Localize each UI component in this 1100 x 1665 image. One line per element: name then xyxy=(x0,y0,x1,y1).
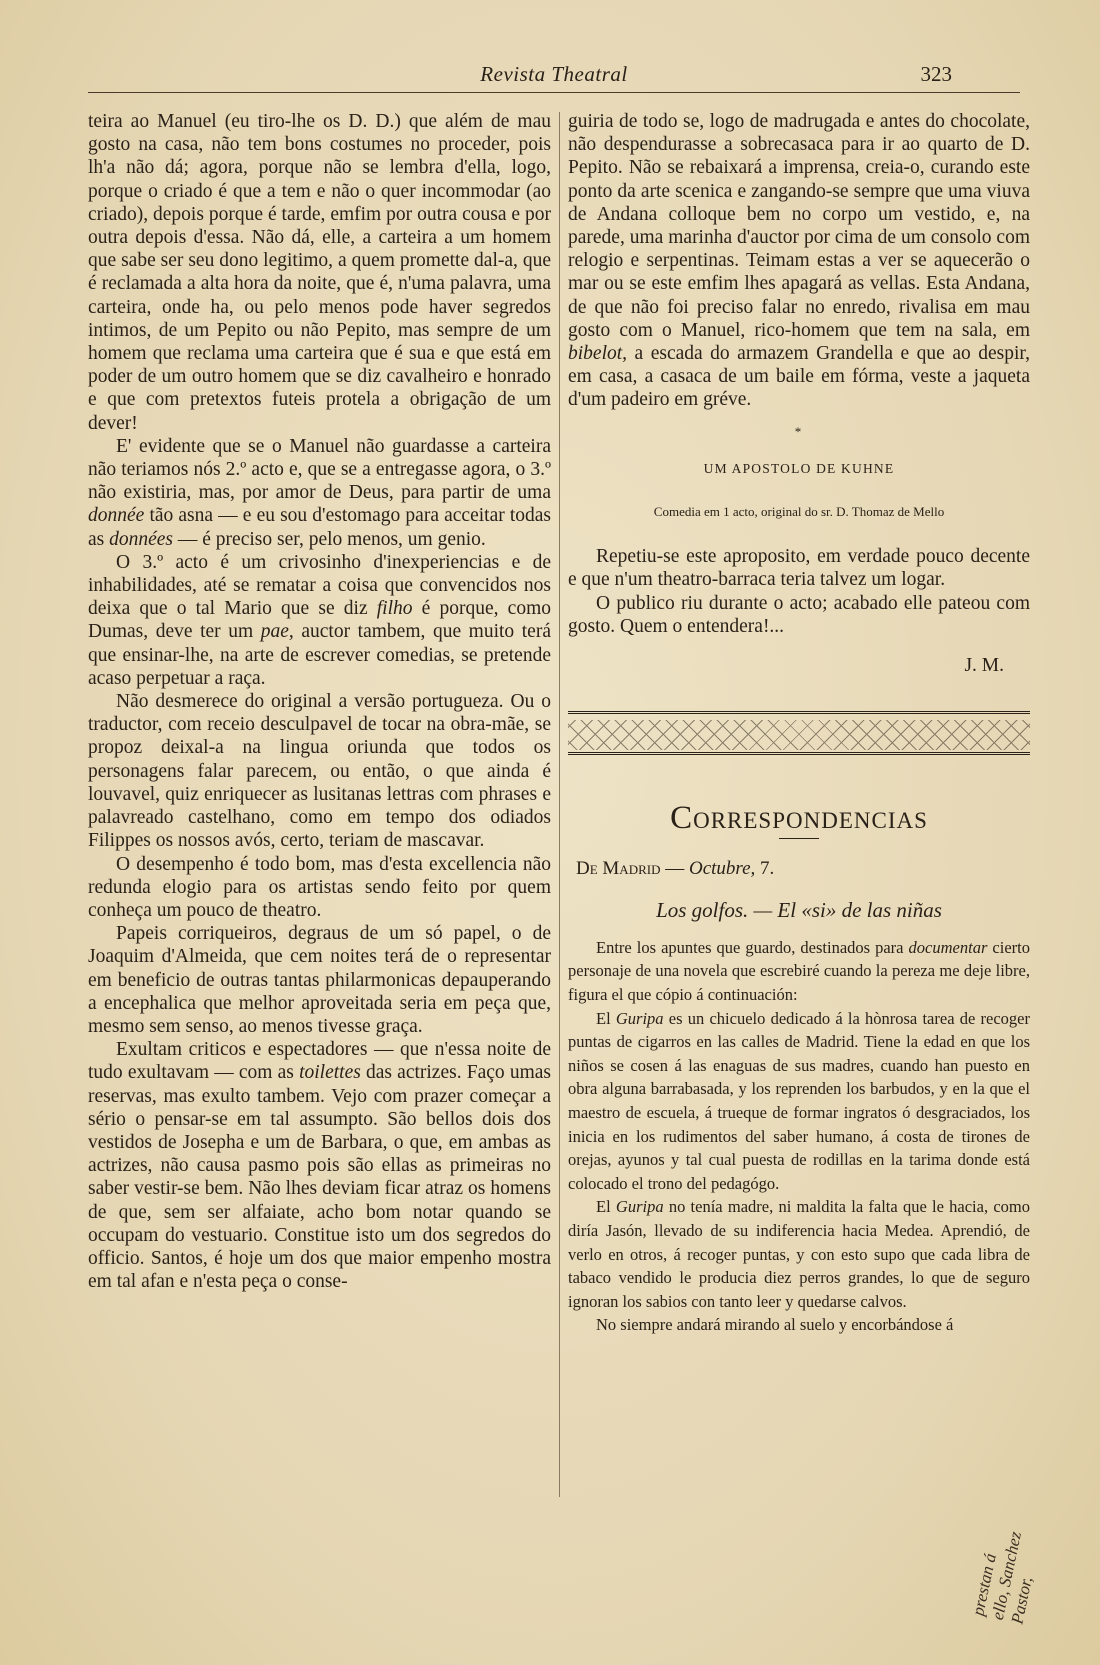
margin-bleed-text: prestan á ello, Sanchez Pastor, xyxy=(968,1529,1036,1626)
header-rule xyxy=(88,92,1020,93)
title-rule xyxy=(779,838,819,839)
right-column xyxy=(568,110,1030,1337)
section-title: Correspondencias xyxy=(670,800,928,837)
ornament-band xyxy=(568,720,1030,750)
paragraph: Entre los apuntes que guardo, destinados para documentar cierto personaje de una novela que escrebiré cuando la pereza me deje libre, figura el que cópio á continuación: xyxy=(568,937,1030,1005)
ornamental-divider xyxy=(568,711,1030,763)
page-number: 323 xyxy=(920,62,952,86)
asterism: * xyxy=(794,423,804,439)
dateline: De Madrid — Octubre, 7. xyxy=(576,858,775,880)
paragraph: El Guripa es un chicuelo dedicado á la hònrosa tarea de recoger puntas de cigarros en las calles de Madrid. Tiene la edad en que los niños se cosen á las enaguas de sus madres, cuando han puesto en obra alguna barrabasada, y los reprenden los barbudos, y en la que el maestro de escuela, á trueque de formar ingratos ó desgraciados, los inicia en los rudimentos del saber humano, á costa de tirones de orejas, ayunos y tal cual puesta de rodillas en la tarima donde está colocado el trono del pedagógo. xyxy=(568,1008,1030,1193)
paragraph: O desempenho é todo bom, mas d'esta excellencia não redunda elogio para os artistas sendo feito por quem conheça um pouco de theatro. xyxy=(88,853,551,921)
paragraph: Papeis corriqueiros, degraus de um só papel, o de Joaquim d'Almeida, que cem noites terá de o representar em beneficio de outras tantas philarmonicas depauperando a encephalica que melhor aproveitada seria em peça que, mesmo sem senso, ao menos tivesse graça. xyxy=(88,923,551,1037)
article-subtitle: Los golfos. — El «si» de las niñas xyxy=(656,897,942,922)
paragraph: Não desmerece do original a versão portugueza. Ou o traductor, com receio desculpavel de tocar na obra-mãe, se propoz deixal-a na lingua oriunda que todos os personagens falar parecem, ou então, o que ainda é louvavel, quiz enriquecer as lusitanas lettras com phrases e palavreado castelhano, como em tempo dos odiados Filippes os nossos avós, certo, teriam de mascavar. xyxy=(88,691,551,852)
signature: J. M. xyxy=(964,655,1004,677)
ornament-rule-bottom xyxy=(568,752,1030,755)
paragraph: El Guripa no tenía madre, ni maldita la falta que le hacia, como diría Jasón, llevado de su indiferencia hacia Medea. Aprendió, de verlo en otros, á recoger puntas, y con esto supo que cada libra de tabaco vendido le producia diez perros grandes, lo que de seguro ignoran los sabios con tanto leer y quedarse calvos. xyxy=(568,1197,1030,1311)
paragraph: No siempre andará mirando al suelo y encorbándose á xyxy=(596,1315,954,1335)
article-body xyxy=(568,936,1030,1337)
ornament-rule-top xyxy=(568,711,1030,718)
journal-title: Revista Theatral xyxy=(480,62,628,86)
column-divider xyxy=(559,112,560,1497)
paragraph: E' evidente que se o Manuel não guardasse a carteira não teriamos nós 2.º acto e, que se a entregasse agora, o 3.º não existiria, mas, por amor de Deus, para partir de uma donnée tão asna — e eu sou d'estomago para acceitar todas as données — é preciso ser, pelo menos, um genio. xyxy=(88,435,551,550)
play-subtitle: Comedia em 1 acto, original do sr. D. Thomaz de Mello xyxy=(653,504,945,520)
play-title: UM APOSTOLO DE KUHNE xyxy=(703,460,895,476)
paragraph: teira ao Manuel (eu tiro-lhe os D. D.) que além de mau gosto na casa, não tem bons costumes no proceder, pois lh'a não dá; agora, porque não se lembra d'ella, logo, porque o criado é que a tem e não o quer incommodar (ao criado), depois porque é tarde, emfim por outra cousa e por outra depois d'essa. Não dá, elle, a carteira a um homem que sabe ser seu dono legitimo, a quem promette dal-a, que é reclamada a alta hora da noite, que é, n'uma palavra, uma carteira, onde ha, ou pelo menos pode haver segredos intimos, de um Pepito ou não Pepito, mas sempre de um homem que reclama uma carteira que é sua e que está em poder de um outro homem que se diz cavalheiro e honrado e que com pretextos futeis protela a obrigação de um dever! xyxy=(88,111,551,434)
running-head xyxy=(88,62,1020,92)
paragraph: guiria de todo se, logo de madrugada e antes do chocolate, não despendurasse a sobrecasaca para ir ao quarto de D. Pepito. Não se rebaixará a imprensa, creia-o, curando este ponto da arte scenica e zangando-se sempre que uma viuva de Andana colloque bem no corpo um vestido, e, na parede, uma marinha d'auctor por cima de um consolo com relogio e serpentinas. Teimam estas a ver se aquecerão o mar ou se este emfim lhes apagará as vellas. Esta Andana, de que não foi preciso falar no enredo, rivalisa em mau gosto com o Manuel, rico-homem que tem na sala, em bibelot, a escada do armazem Grandella e que ao despir, em casa, a casaca de um baile em fórma, veste a jaqueta d'um padeiro em gréve. xyxy=(568,111,1030,411)
paragraph: Exultam criticos e espectadores — que n'essa noite de tudo exultavam — com as toilettes das actrizes. Faço umas reservas, mas exulto tambem. Vejo com prazer começar a sério o pensar-se em tal assumpto. São bellos dois dos vestidos de Josepha e um de Barbara, o que, em ambas as actrizes, não causa pasmo pois são ellas as primeiras no saber vestir-se bem. Não lhes deviam ficar atraz os homens de que, sem ser alfaiate, acho bom notar quando se occupam do vestuario. Constitue isto um dos segredos do officio. Santos, é hoje um dos que maior empenho mostra em tal afan e n'esta peça o conse- xyxy=(88,1039,551,1293)
paragraph: O publico riu durante o acto; acabado elle pateou com gosto. Quem o entendera!... xyxy=(568,592,1030,637)
paragraph: Repetiu-se este aproposito, em verdade pouco decente e que n'um theatro-barraca teria talvez um logar. xyxy=(568,546,1030,591)
paragraph: O 3.º acto é um crivosinho d'inexperiencias e de inhabilidades, até se rematar a coisa que convencidos nos deixa que o tal Mario que se diz filho é porque, como Dumas, deve ter um pae, auctor tambem, que muito terá que ensinar-lhe, na arte de escrever comedias, se pretende acaso perpetuar a raça. xyxy=(88,551,551,689)
left-column xyxy=(88,110,551,1293)
